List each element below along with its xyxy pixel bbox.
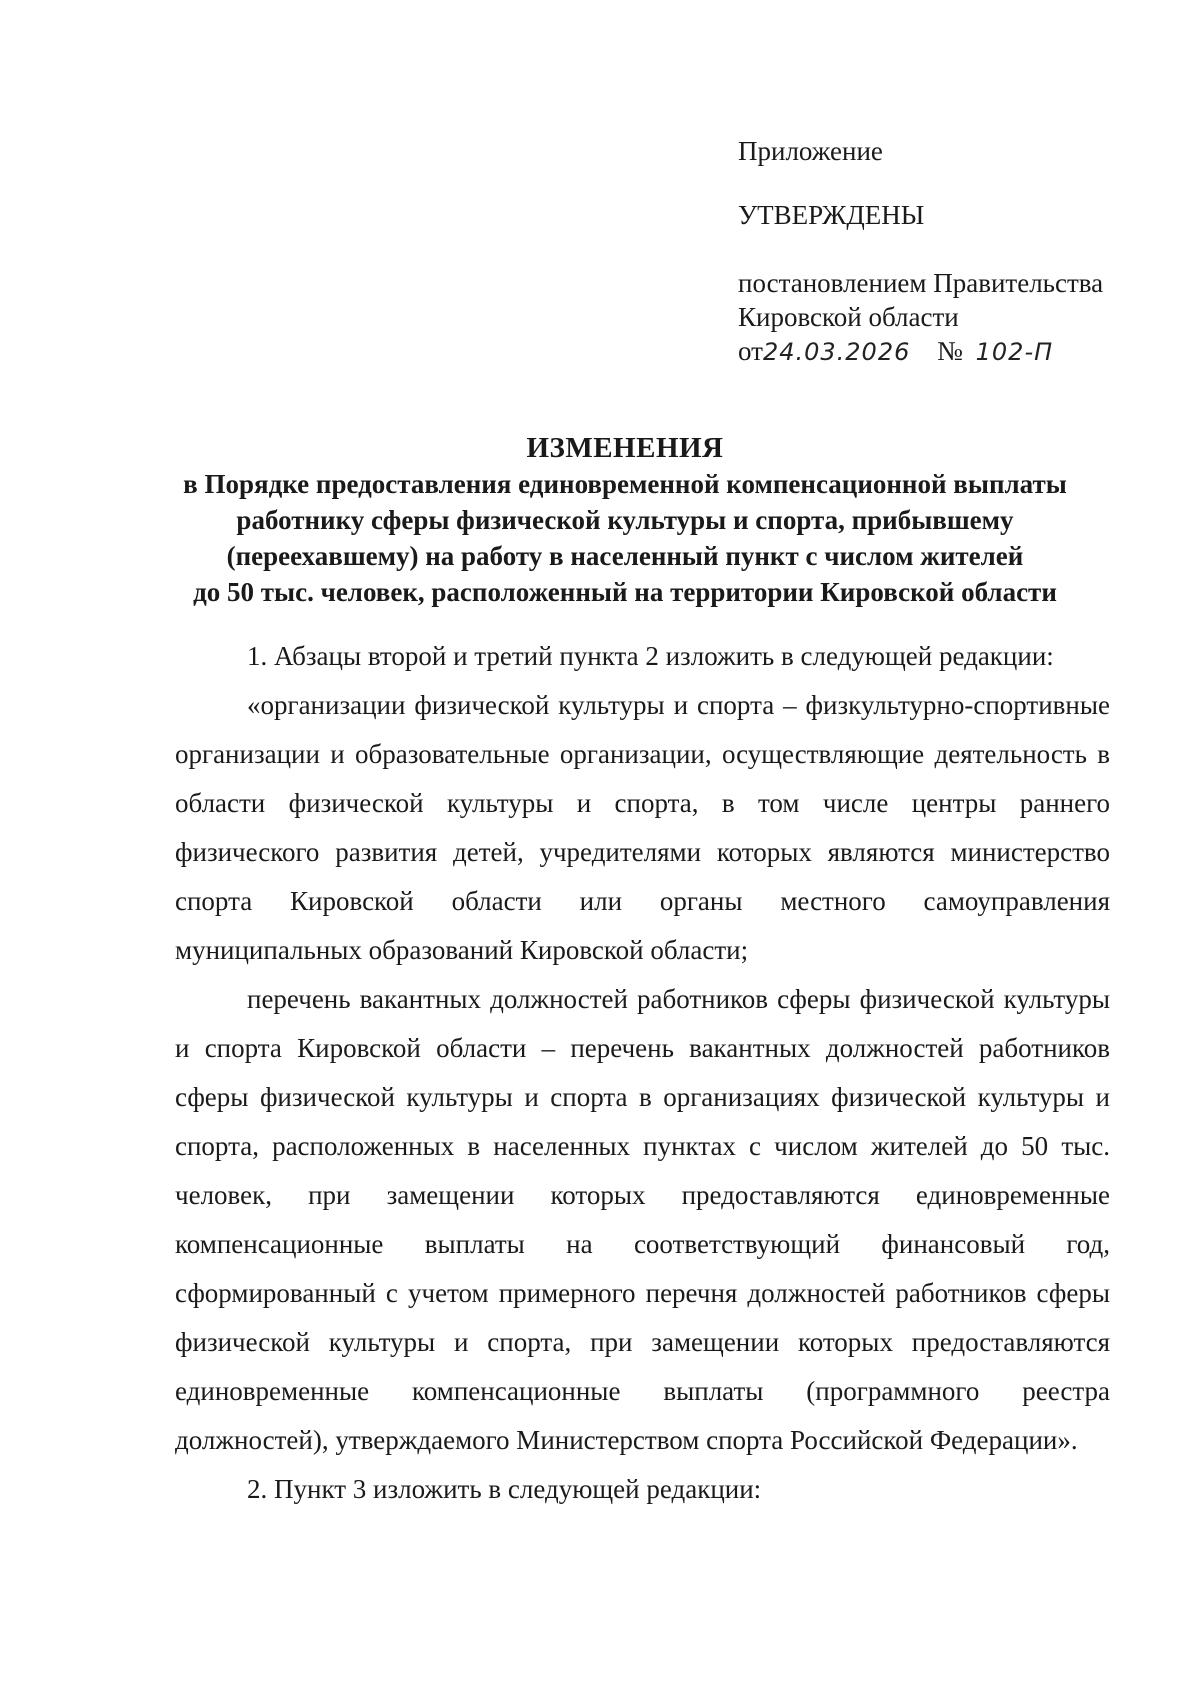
title-line: в Порядке предоставления единовременной компенсационной выплаты xyxy=(183,469,1067,499)
date-prefix: от xyxy=(738,336,763,366)
approved-label: УТВЕРЖДЕНЫ xyxy=(738,200,925,230)
item-2: 2. Пункт 3 изложить в следующей редакции: xyxy=(247,1474,762,1504)
appendix-label: Приложение xyxy=(738,136,883,166)
title-line: работнику сферы физической культуры и спорта, прибывшему xyxy=(236,505,1014,535)
region-line: Кировской области xyxy=(738,302,959,332)
paragraph-vacancies: перечень вакантных должностей работников сферы физической культуры и спорта Кировской области – перечень вакантных должностей работников сферы физической культуры и спорта в организациях физической культуры и спорта, расположенных в населенных пунктах с числом жителей до 50 тыс. человек, при замещении которых предоставляются единовременные компенсационные выплаты на соответствующий финансовый год, сформированный с учетом примерного перечня должностей работников сферы физической культуры и спорта, при замещении которых предоставляются единовременные компенсационные выплаты (программного реестра должностей), утверждаемого Министерством спорта Российской Федерации». xyxy=(175,984,1110,1455)
handwritten-date: 24.03.2026 xyxy=(762,338,911,366)
document-title xyxy=(150,430,1100,610)
document-body xyxy=(175,632,1110,1514)
title-line: до 50 тыс. человек, расположенный на территории Кировской области xyxy=(193,577,1057,607)
item-1: 1. Абзацы второй и третий пункта 2 изложить в следующей редакции: xyxy=(247,641,1054,671)
number-prefix: № xyxy=(937,336,963,366)
decree-line: постановлением Правительства xyxy=(738,268,1104,298)
title-heading: ИЗМЕНЕНИЯ xyxy=(526,432,724,464)
date-number-line xyxy=(738,334,1053,369)
paragraph-organizations: «организации физической культуры и спорта – физкультурно-спортивные организации и образовательные организации, осуществляющие деятельность в области физической культуры и спорта, в том числе центры раннего физического развития детей, учредителями которых являются министерство спорта Кировской области или органы местного самоуправления муниципальных образований Кировской области; xyxy=(175,690,1110,965)
title-line: (переехавшему) на работу в населенный пункт с числом жителей xyxy=(226,541,1024,571)
handwritten-number: 102-П xyxy=(975,338,1054,366)
